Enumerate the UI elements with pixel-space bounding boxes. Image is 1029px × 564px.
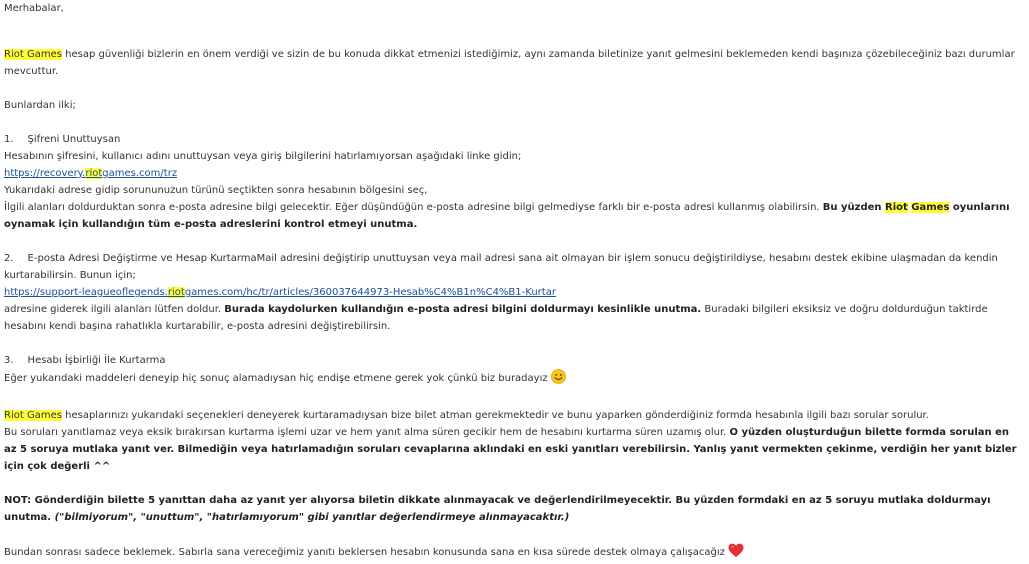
note-bold: NOT: Gönderdiğin bilette 5 yanıttan daha az yanıt yer alıyorsa biletin dikkate alınmayacak ve değerlendirilmeyecektir. Bu yüzden formdaki en az 5 soruyu mutlaka doldurmayı unutma. [4, 495, 991, 523]
support-link-highlight: riot [167, 287, 185, 298]
forms-paragraph-line2 [4, 424, 1022, 475]
section3-heading [4, 352, 1022, 369]
forms-paragraph-line1 [4, 407, 1022, 424]
recovery-link[interactable] [4, 168, 177, 179]
brand-highlight-riot: Riot [885, 202, 908, 213]
recovery-link-post: games.com/trz [102, 168, 178, 179]
support-link-pre: https://support-leagueoflegends. [4, 287, 168, 298]
section2-number: 2. [4, 253, 14, 264]
forms-text1: hesaplarınızı yukarıdaki seçenekleri deneyerek kurtaramadıysan bize bilet atman gerekmektedir ve bunu yaparken gönderdiğiniz formda hesabınla ilgili bazı sorular sorulur. [61, 410, 929, 421]
section2-paragraph [4, 250, 1022, 284]
section2-after-bold: Burada kaydolurken kullandığın e-posta adresi bilgini doldurmayı kesinlikle unutma. [224, 304, 702, 315]
section3-title: Hesabı İşbirliği İle Kurtarma [27, 355, 166, 366]
red-heart-emoji-icon [728, 543, 744, 564]
support-link[interactable] [4, 287, 556, 298]
recovery-link-highlight: riot [85, 168, 103, 179]
section2-after-post: Buradaki bilgileri eksiksiz ve doğru doldurduğun taktirde hesabını kendi başına rahatlıkla kurtarabilir, e-posta adresini değiştirebilirsin. [4, 304, 988, 332]
greeting: Merhabalar, [4, 3, 64, 14]
first-label: Bunlardan ilki; [4, 100, 76, 111]
closing-text: Bundan sonrası sadece beklemek. Sabırla sana vereceğimiz yanıtı beklersen hesabın konusunda sana en kısa sürede destek olmaya çalışacağız [4, 547, 725, 558]
section1-number: 1. [4, 134, 14, 145]
section2-after-pre: adresine giderek ilgili alanları lütfen doldur. [4, 304, 225, 315]
section1-title: Şifreni Unuttuysan [27, 134, 121, 145]
closing-paragraph [4, 543, 1022, 564]
smiling-face-emoji-icon [551, 369, 566, 390]
section3-text-body: Eğer yukarıdaki maddeleri deneyip hiç sonuç alamadıysan hiç endişe etmene gerek yok çünkü biz buradayız [4, 373, 548, 384]
intro-paragraph [4, 46, 1022, 80]
section1-line3 [4, 199, 1022, 233]
section3-text [4, 369, 1022, 390]
note-paragraph [4, 492, 1022, 526]
note-bold-italic: ("bilmiyorum", "unuttum", "hatırlamıyorum" gibi yanıtlar değerlendirmeye alınmayacaktır.) [54, 512, 570, 523]
brand-highlight: Riot Games [4, 49, 62, 60]
support-link-post: games.com/hc/tr/articles/360037644973-Hesab%C4%B1n%C4%B1-Kurtar [184, 287, 556, 298]
brand-highlight: Riot Games [4, 410, 62, 421]
forms-text2: Bu soruları yanıtlamaz veya eksik bırakırsan kurtarma işlemi uzar ve hem yanıt alma süren gecikir hem de hesabını kurtarma süren uzamış olur. [4, 427, 730, 438]
section1-bold-pre: Bu yüzden [822, 202, 886, 213]
section1-heading [4, 131, 1022, 148]
brand-highlight-games: Games [911, 202, 950, 213]
section2-after [4, 301, 1022, 335]
section1-line2: Yukarıdaki adrese gidip sorununuzun türünü seçtikten sonra hesabının bölgesini seç, [4, 185, 428, 196]
section1-bold-post: oyunlarını oynamak için kullandığın tüm e-posta adreslerini kontrol etmeyi unutma. [4, 202, 1010, 230]
section3-number: 3. [4, 355, 14, 366]
forms-bold: O yüzden oluşturduğun bilette formda sorulan en az 5 soruya mutlaka yanıt ver. Bilmediğin veya hatırlamadığın soruları cevaplarına aklındaki en eski yanıtları verebilirsin. Yanlış yanıt vermekten çekinme, verdiğin her yanıt bizler için çok değerli ^^ [4, 427, 1017, 472]
section1-line1: Hesabının şifresini, kullanıcı adını unuttuysan veya giriş bilgilerini hatırlamıyorsan aşağıdaki linke gidin; [4, 151, 522, 162]
section2-text: E-posta Adresi Değiştirme ve Hesap KurtarmaMail adresini değiştirip unuttuysan veya mail adresi sana ait olmayan bir işlem sonucu değiştirildiyse, hesabını destek ekibine ulaşmadan da kendin kurtarabilirsin. Bunun için; [4, 253, 998, 281]
intro-text: hesap güvenliği bizlerin en önem verdiği ve sizin de bu konuda dikkat etmenizi istediğimiz, aynı zamanda biletinize yanıt gelmesini beklemeden kendi başınıza çözebileceğiniz bazı durumlar mevcuttur. [4, 49, 1015, 77]
section1-line3-text: İlgili alanları doldurduktan sonra e-posta adresine bilgi gelecektir. Eğer düşündüğün e-posta adresine bilgi gelmediyse farklı bir e-posta adresi kullanmış olabilirsin. [4, 202, 823, 213]
recovery-link-pre: https://recovery. [4, 168, 86, 179]
